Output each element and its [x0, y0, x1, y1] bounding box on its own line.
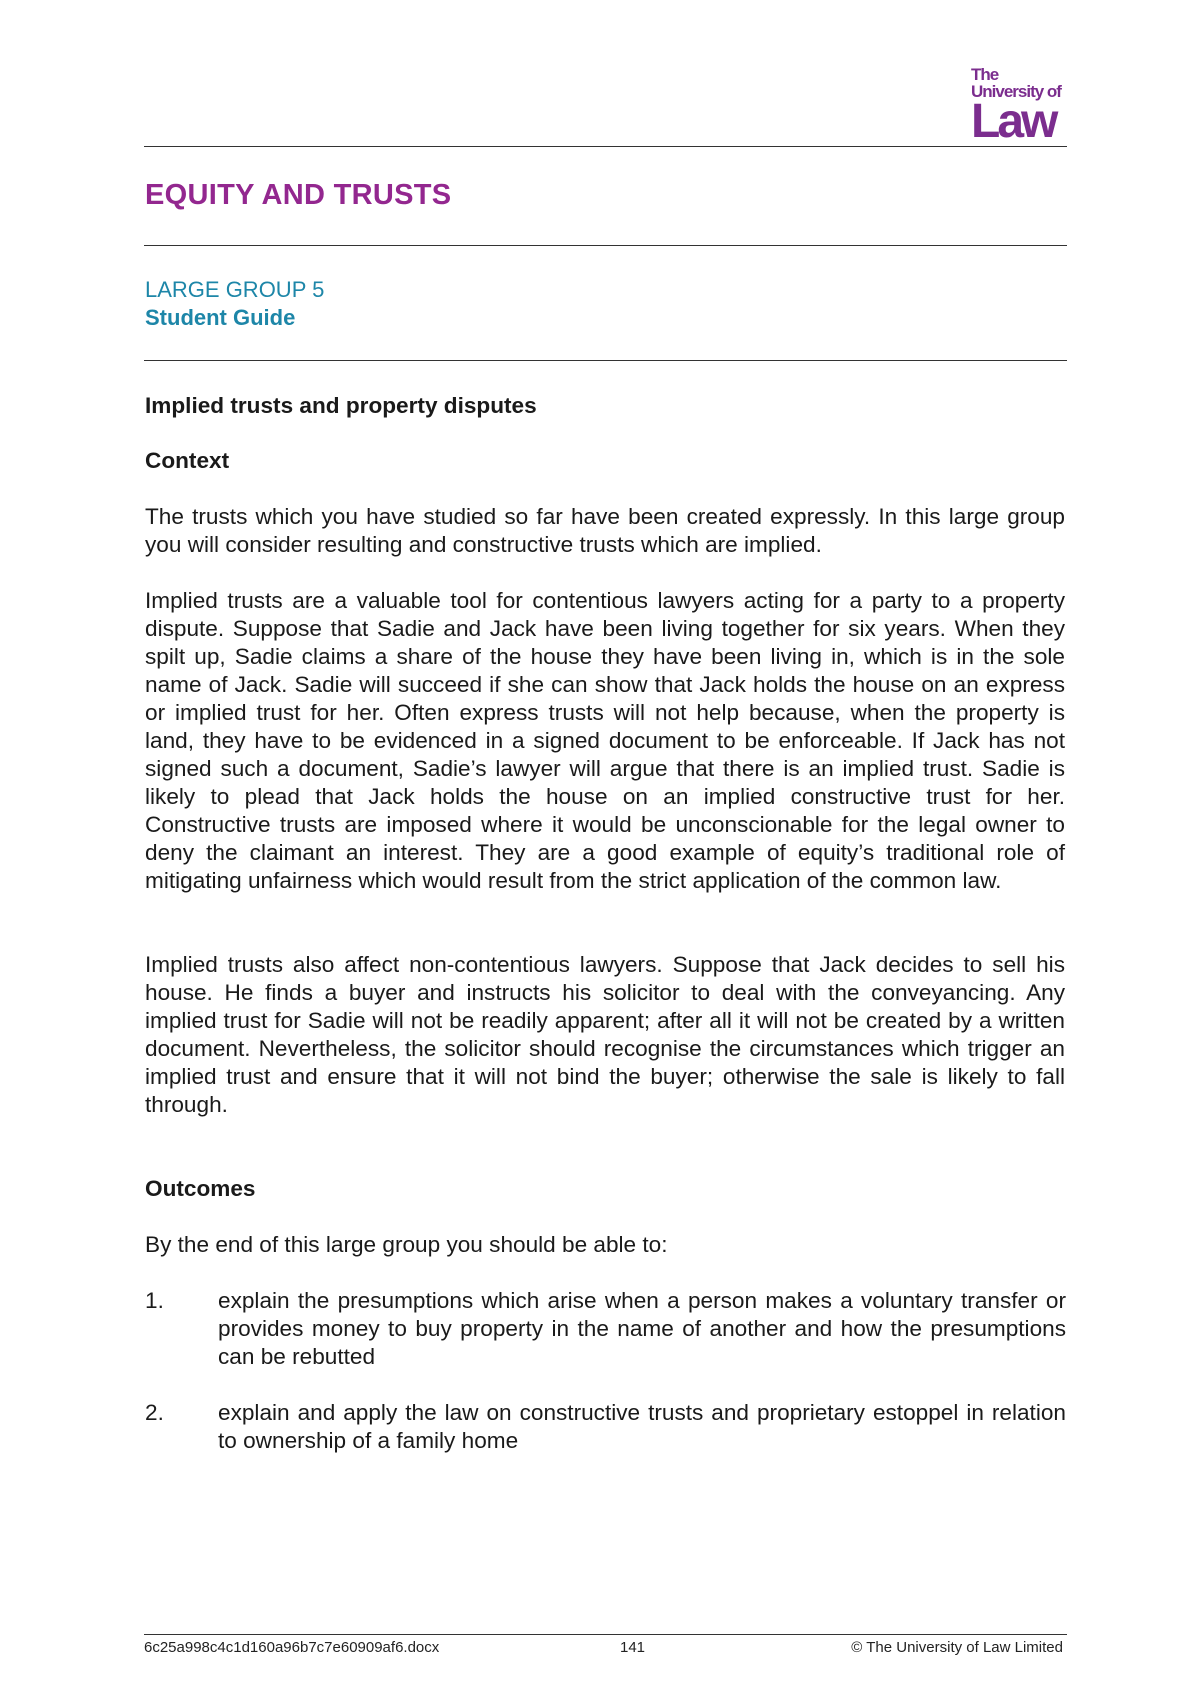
- header-divider: [144, 146, 1067, 147]
- footer-divider: [144, 1634, 1067, 1635]
- context-paragraph-1: The trusts which you have studied so far have been created expressly. In this large group you will consider resulting and constructive trusts which are implied.: [145, 504, 1065, 557]
- logo-line-university-of: University of: [971, 82, 1061, 101]
- subtitle-group: LARGE GROUP 5: [145, 277, 325, 302]
- outcomes-intro: By the end of this large group you should be able to:: [145, 1232, 668, 1257]
- document-subtitle: [145, 276, 324, 332]
- footer-copyright: © The University of Law Limited: [851, 1639, 1063, 1656]
- outcome-number: 2.: [145, 1400, 164, 1425]
- footer-filename: 6c25a998c4c1d160a96b7c7e60909af6.docx: [144, 1639, 440, 1656]
- title-divider: [144, 245, 1067, 246]
- footer-page-number: 141: [620, 1639, 646, 1656]
- outcome-text: explain and apply the law on constructive trusts and proprietary estoppel in relation to ownership of a family home: [218, 1400, 1066, 1453]
- subtitle-divider: [144, 360, 1067, 361]
- logo-line-law: Law: [971, 95, 1056, 148]
- document-title: EQUITY AND TRUSTS: [145, 179, 452, 211]
- outcome-text: explain the presumptions which arise when a person makes a voluntary transfer or provides money to buy property in the name of another and how the presumptions can be rebutted: [218, 1288, 1066, 1369]
- outcomes-heading: Outcomes: [145, 1176, 256, 1201]
- outcome-number: 1.: [145, 1288, 164, 1313]
- context-paragraph-2: Implied trusts are a valuable tool for contentious lawyers acting for a party to a property dispute. Suppose that Sadie and Jack have been living together for six years. When they spilt up, Sadie claims a share of the house they have been living in, which is in the sole name of Jack. Sadie will succeed if she can show that Jack holds the house on an express or implied trust for her. Often express trusts will not help because, when the property is land, they have to be evidenced in a signed document to be enforceable. If Jack has not signed such a document, Sadie’s lawyer will argue that there is an implied trust. Sadie is likely to plead that Jack holds the house on an implied constructive trust for her. Constructive trusts are imposed where it would be unconscionable for the legal owner to deny the claimant an interest. They are a good example of equity’s traditional role of mitigating unfairness which would result from the strict application of the common law.: [145, 588, 1065, 893]
- context-paragraph-3: Implied trusts also affect non-contentious lawyers. Suppose that Jack decides to sell his house. He finds a buyer and instructs his solicitor to deal with the conveyancing. Any implied trust for Sadie will not be readily apparent; after all it will not be created by a written document. Nevertheless, the solicitor should recognise the circumstances which trigger an implied trust and ensure that it will not bind the buyer; otherwise the sale is likely to fall through.: [145, 952, 1065, 1117]
- section-heading: Implied trusts and property disputes: [145, 393, 537, 418]
- logo-line-the: The: [971, 65, 999, 84]
- context-heading: Context: [145, 448, 230, 473]
- university-of-law-logo: [971, 66, 1067, 146]
- subtitle-guide: Student Guide: [145, 305, 296, 330]
- page-footer: [144, 1638, 1067, 1660]
